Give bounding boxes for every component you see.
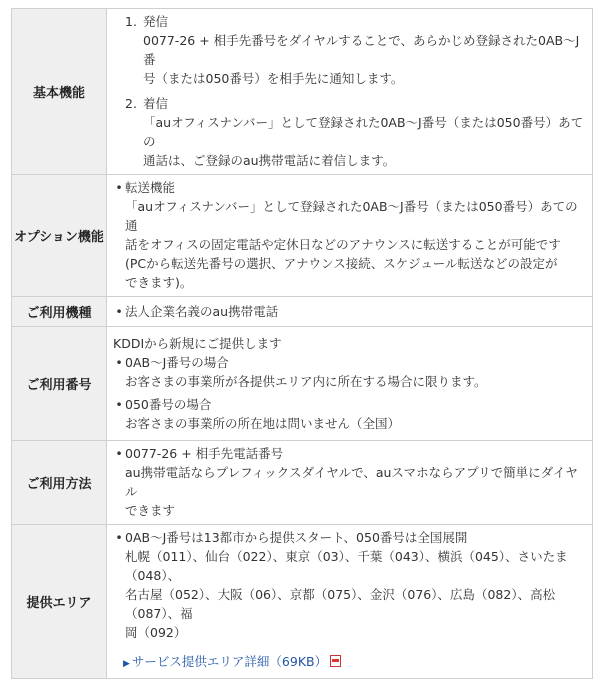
bullet-list [113, 353, 586, 433]
row-content [107, 525, 593, 679]
bullet-icon: • [115, 303, 123, 319]
table-row [12, 9, 593, 175]
list-item [113, 353, 586, 391]
numbered-list [113, 12, 586, 170]
list-item [113, 395, 586, 433]
item-title: 050番号の場合 [125, 396, 212, 412]
bullet-list [113, 528, 586, 642]
item-title: 発信 [143, 14, 169, 29]
row-content [107, 9, 593, 175]
item-text: 話をオフィスの固定電話や定休日などのアナウンスに転送することが可能です [125, 237, 561, 252]
list-item [125, 12, 586, 88]
row-content [107, 297, 593, 327]
item-text: 岡（092） [125, 625, 187, 640]
item-text: au携帯電話ならプレフィックスダイヤルで、auスマホならアプリで簡単にダイヤル [125, 465, 578, 499]
bullet-icon: • [115, 530, 123, 545]
item-text: 0077-26 + 相手先番号をダイヤルすることで、あらかじめ登録された0AB～J番 [143, 33, 580, 67]
bullet-list [113, 302, 586, 321]
row-label: ご利用番号 [12, 327, 107, 441]
arrow-right-icon: ▶ [123, 659, 130, 669]
list-item [113, 444, 586, 520]
table-row [12, 327, 593, 441]
item-number: 1. [125, 14, 137, 29]
pdf-icon [330, 655, 341, 667]
lead-text: KDDIから新規にご提供します [113, 335, 282, 351]
item-text: 名古屋（052）、大阪（06）、京都（075）、金沢（076）、広島（082）、高松（087）、福 [125, 587, 556, 621]
item-text: 「auオフィスナンバー」として登録された0AB～J番号（または050番号）あての [143, 115, 584, 149]
item-text: 通話は、ご登録のau携帯電話に着信します。 [143, 153, 396, 168]
list-item [113, 528, 586, 642]
area-detail-link-line [113, 652, 586, 674]
item-title: 0AB～J番号の場合 [125, 354, 229, 370]
item-text: できます [125, 503, 176, 518]
item-text: できます)。 [125, 275, 193, 290]
list-item [125, 94, 586, 170]
item-title: 転送機能 [125, 180, 176, 195]
bullet-icon: • [115, 396, 123, 412]
row-label: ご利用方法 [12, 441, 107, 525]
bullet-list [113, 444, 586, 520]
item-text: (PCから転送先番号の選択、アナウンス接続、スケジュール転送などの設定が [125, 256, 558, 271]
item-text: お客さまの事業所が各提供エリア内に所在する場合に限ります。 [125, 373, 487, 389]
row-content [107, 175, 593, 297]
bullet-list [113, 178, 586, 292]
table-row [12, 441, 593, 525]
row-label: 提供エリア [12, 525, 107, 679]
item-text: 号（または050番号）を相手先に通知します。 [143, 71, 404, 86]
bullet-icon: • [115, 446, 123, 461]
item-title: 0077-26 + 相手先電話番号 [125, 446, 284, 461]
item-text: 札幌（011）、仙台（022）、東京（03）、千葉（043）、横浜（045）、さいたま（048）、 [125, 549, 568, 583]
row-content [107, 441, 593, 525]
table-row [12, 297, 593, 327]
row-label: 基本機能 [12, 9, 107, 175]
table-row [12, 525, 593, 679]
list-item [113, 302, 586, 321]
bullet-icon: • [115, 354, 123, 370]
list-item [113, 178, 586, 292]
table-row [12, 175, 593, 297]
item-title: 0AB～J番号は13都市から提供スタート、050番号は全国展開 [125, 530, 468, 545]
item-title: 法人企業名義のau携帯電話 [125, 303, 279, 319]
row-content [107, 327, 593, 441]
bullet-icon: • [115, 180, 123, 195]
area-detail-link[interactable]: サービス提供エリア詳細（69KB） [131, 654, 328, 669]
item-number: 2. [125, 96, 137, 111]
item-text: お客さまの事業所の所在地は問いません（全国） [125, 415, 401, 431]
item-title: 着信 [143, 96, 169, 111]
row-label: ご利用機種 [12, 297, 107, 327]
item-text: 「auオフィスナンバー」として登録された0AB～J番号（または050番号）あての通 [125, 199, 578, 233]
row-label: オプション機能 [12, 175, 107, 297]
service-spec-table [11, 8, 593, 679]
